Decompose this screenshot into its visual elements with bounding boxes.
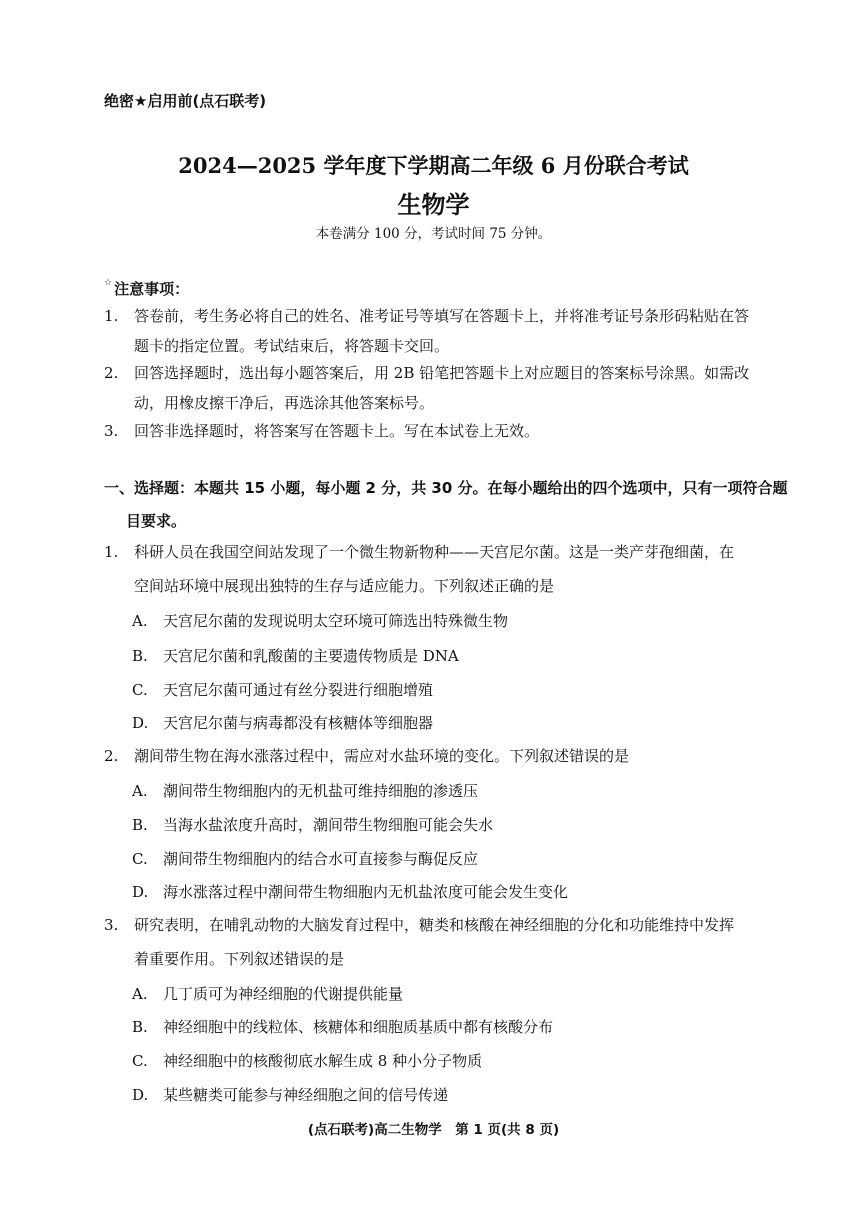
question-1 — [104, 542, 734, 562]
question-stem: 研究表明，在哺乳动物的大脑发育过程中，糖类和核酸在神经细胞的分化和功能维持中发挥 — [134, 916, 735, 934]
option-letter: C. — [132, 850, 148, 868]
option-a — [132, 983, 403, 1004]
option-text: 神经细胞中的线粒体、核糖体和细胞质基质中都有核酸分布 — [163, 1018, 554, 1036]
option-c — [132, 1050, 482, 1071]
subject-title: 生物学 — [397, 191, 470, 219]
option-text: 潮间带生物细胞内的无机盐可维持细胞的渗透压 — [163, 782, 479, 800]
option-text: 天宫尼尔菌和乳酸菌的主要遗传物质是 DNA — [163, 647, 459, 665]
option-letter: B. — [132, 816, 148, 834]
option-a — [132, 780, 478, 801]
option-letter: A. — [132, 782, 148, 800]
section-heading-cont: 目要求。 — [126, 512, 187, 530]
option-text: 潮间带生物细胞内的结合水可直接参与酶促反应 — [163, 850, 479, 868]
question-number: 1. — [104, 543, 119, 561]
notice-item-text: 回答选择题时，选出每小题答案后，用 2B 铅笔把答题卡上对应题目的答案标号涂黑。如需改 — [134, 364, 750, 382]
notice-heading-text: 注意事项： — [114, 280, 190, 298]
option-c — [132, 679, 433, 700]
option-letter: D. — [132, 883, 149, 901]
option-letter: B. — [132, 647, 148, 665]
notice-item-3 — [104, 421, 539, 441]
question-stem: 空间站环境中展现出独特的生存与适应能力。下列叙述正确的是 — [134, 577, 555, 595]
notice-item-2 — [104, 363, 749, 383]
option-d — [132, 1084, 448, 1105]
option-b — [132, 814, 493, 835]
star-icon: ☆ — [104, 278, 113, 288]
option-text: 天宫尼尔菌与病毒都没有核糖体等细胞器 — [163, 714, 434, 732]
option-letter: D. — [132, 1086, 149, 1104]
option-text: 天宫尼尔菌可通过有丝分裂进行细胞增殖 — [163, 681, 434, 699]
exam-info: 本卷满分 100 分，考试时间 75 分钟。 — [315, 226, 552, 242]
notice-item-number: 3. — [104, 422, 119, 440]
option-c — [132, 848, 478, 869]
option-text: 海水涨落过程中潮间带生物细胞内无机盐浓度可能会发生变化 — [163, 883, 569, 901]
secret-mark: 绝密★启用前(点石联考) — [104, 92, 267, 110]
question-stem: 潮间带生物在海水涨落过程中，需应对水盐环境的变化。下列叙述错误的是 — [134, 747, 630, 765]
option-a — [132, 610, 508, 631]
question-number: 3. — [104, 916, 119, 934]
question-2 — [104, 746, 629, 766]
notice-item-text: 回答非选择题时，将答案写在答题卡上。写在本试卷上无效。 — [134, 422, 540, 440]
notice-item-1 — [104, 306, 749, 326]
option-d — [132, 712, 433, 733]
notice-heading — [104, 278, 189, 299]
notice-item-text: 动，用橡皮擦干净后，再选涂其他答案标号。 — [134, 394, 435, 412]
notice-item-text: 答卷前，考生务必将自己的姓名、准考证号等填写在答题卡上，并将准考证号条形码粘贴在答 — [134, 307, 750, 325]
notice-item-number: 1. — [104, 307, 119, 325]
option-letter: A. — [132, 985, 148, 1003]
option-b — [132, 1016, 553, 1037]
question-stem: 科研人员在我国空间站发现了一个微生物新物种——天宫尼尔菌。这是一类产芽孢细菌，在 — [134, 543, 735, 561]
page-footer: (点石联考)高二生物学 第 1 页(共 8 页) — [307, 1122, 560, 1138]
question-number: 2. — [104, 747, 119, 765]
question-stem: 着重要作用。下列叙述错误的是 — [134, 950, 345, 968]
option-d — [132, 881, 568, 902]
question-3 — [104, 915, 734, 935]
exam-title: 2024—2025 学年度下学期高二年级 6 月份联合考试 — [178, 153, 689, 178]
option-text: 神经细胞中的核酸彻底水解生成 8 种小分子物质 — [163, 1052, 483, 1070]
option-letter: D. — [132, 714, 149, 732]
section-heading: 一、选择题：本题共 15 小题，每小题 2 分，共 30 分。在每小题给出的四个选项中，只有一项符合题 — [104, 479, 788, 497]
option-text: 当海水盐浓度升高时，潮间带生物细胞可能会失水 — [163, 816, 494, 834]
option-b — [132, 645, 459, 666]
option-letter: C. — [132, 681, 148, 699]
option-letter: B. — [132, 1018, 148, 1036]
option-letter: C. — [132, 1052, 148, 1070]
option-letter: A. — [132, 612, 148, 630]
option-text: 天宫尼尔菌的发现说明太空环境可筛选出特殊微生物 — [163, 612, 509, 630]
option-text: 几丁质可为神经细胞的代谢提供能量 — [163, 985, 404, 1003]
notice-item-text: 题卡的指定位置。考试结束后，将答题卡交回。 — [134, 337, 450, 355]
notice-item-number: 2. — [104, 364, 119, 382]
option-text: 某些糖类可能参与神经细胞之间的信号传递 — [163, 1086, 449, 1104]
